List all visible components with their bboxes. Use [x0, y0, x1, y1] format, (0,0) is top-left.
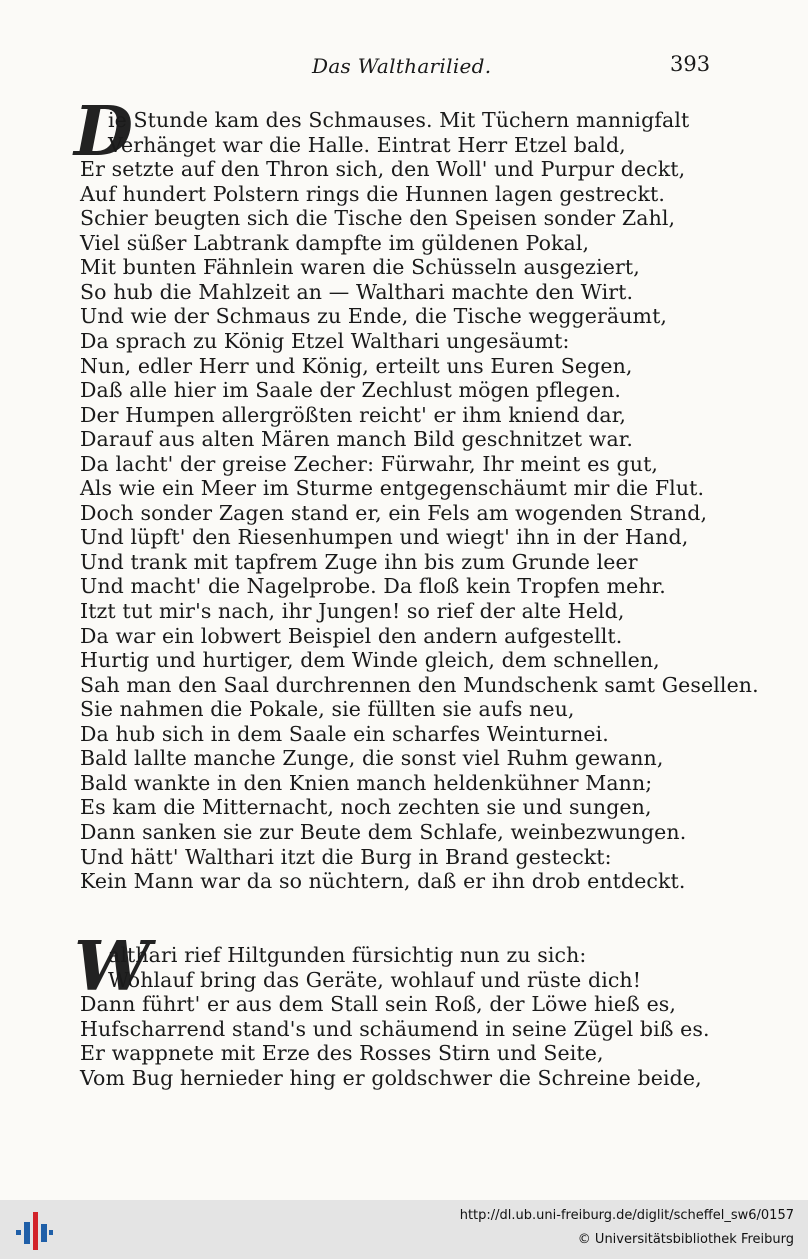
page-header — [0, 52, 808, 82]
poem-line: Viel süßer Labtrank dampfte im güldenen Pokal, — [80, 230, 590, 255]
poem-line: Und hätt' Walthari itzt die Burg in Brand gesteckt: — [80, 844, 612, 869]
poem-line: Dann sanken sie zur Beute dem Schlafe, weinbezwungen. — [80, 819, 687, 844]
poem-line: Da hub sich in dem Saale ein scharfes Weinturnei. — [80, 721, 609, 746]
poem-line: Daß alle hier im Saale der Zechlust mögen pflegen. — [80, 378, 622, 403]
poem-line: Und macht' die Nagelprobe. Da floß kein Tropfen mehr. — [80, 574, 666, 599]
poem-line: Kein Mann war da so nüchtern, daß er ihn drob entdeckt. — [80, 869, 686, 894]
poem-line: Als wie ein Meer im Sturme entgegenschäumt mir die Flut. — [80, 476, 705, 501]
copyright-notice: © Universitätsbibliothek Freiburg — [577, 1232, 794, 1247]
poem-line: Und wie der Schmaus zu Ende, die Tische weggeräumt, — [80, 304, 668, 329]
poem-line: Verhänget war die Halle. Eintrat Herr Etzel bald, — [108, 132, 626, 157]
poem-line: Der Humpen allergrößten reicht' er ihm kniend dar, — [80, 402, 626, 427]
poem-line: Mit bunten Fähnlein waren die Schüsseln ausgeziert, — [80, 255, 640, 280]
poem-line: ie Stunde kam des Schmauses. Mit Tüchern mannigfalt — [108, 108, 690, 132]
poem-line: Itzt tut mir's nach, ihr Jungen! so rief der alte Held, — [80, 599, 625, 623]
source-url-link[interactable]: http://dl.ub.uni-freiburg.de/diglit/scheffel_sw6/0157 — [459, 1208, 794, 1223]
poem-line: So hub die Mahlzeit an — Walthari machte den Wirt. — [80, 279, 634, 304]
poem-line: Auf hundert Polstern rings die Hunnen lagen gestreckt. — [80, 181, 665, 206]
ub-freiburg-logo-icon — [14, 1210, 54, 1252]
poem-line: Er wappnete mit Erze des Rosses Stirn und Seite, — [80, 1041, 604, 1066]
poem-line: Da war ein lobwert Beispiel den andern aufgestellt. — [80, 623, 623, 648]
poem-line: Sah man den Saal durchrennen den Mundschenk samt Gesellen. — [80, 672, 759, 697]
footer-bar — [0, 1200, 808, 1259]
poem-line: Hufscharrend stand's und schäumend in seine Zügel biß es. — [80, 1016, 710, 1041]
poem-line: althari rief Hiltgunden fürsichtig nun zu sich: — [108, 943, 587, 967]
drop-cap: D — [74, 92, 133, 172]
poem-line: Da sprach zu König Etzel Walthari ungesäumt: — [80, 328, 570, 353]
poem-line: Er setzte auf den Thron sich, den Woll' und Purpur deckt, — [80, 157, 686, 182]
page-number: 393 — [670, 52, 711, 76]
poem-line: Nun, edler Herr und König, erteilt uns Euren Segen, — [80, 353, 633, 378]
poem-line: Wohlauf bring das Geräte, wohlauf und rüste dich! — [108, 967, 642, 992]
poem-line: Da lacht' der greise Zecher: Fürwahr, Ihr meint es gut, — [80, 451, 659, 476]
poem-line: Hurtig und hurtiger, dem Winde gleich, dem schnellen, — [80, 648, 660, 673]
poem-line: Es kam die Mitternacht, noch zechten sie und sungen, — [80, 795, 652, 820]
poem-line: Und lüpft' den Riesenhumpen und wiegt' ihn in der Hand, — [80, 525, 689, 550]
poem-line: Bald lallte manche Zunge, die sonst viel Ruhm gewann, — [80, 746, 664, 771]
poem-line: Vom Bug hernieder hing er goldschwer die Schreine beide, — [80, 1065, 702, 1090]
poem-line: Doch sonder Zagen stand er, ein Fels am wogenden Strand, — [80, 500, 708, 525]
poem-line: Dann führt' er aus dem Stall sein Roß, der Löwe hieß es, — [80, 992, 677, 1017]
poem-line: Sie nahmen die Pokale, sie füllten sie aufs neu, — [80, 697, 575, 722]
poem-line: Bald wankte in den Knien manch heldenkühner Mann; — [80, 770, 653, 795]
poem-line: Darauf aus alten Mären manch Bild geschnitzet war. — [80, 427, 634, 452]
poem-line: Und trank mit tapfrem Zuge ihn bis zum Grunde leer — [80, 549, 638, 574]
poem-line: Schier beugten sich die Tische den Speisen sonder Zahl, — [80, 206, 676, 231]
drop-cap: W — [74, 927, 151, 1007]
running-title: Das Waltharilied. — [312, 54, 492, 78]
